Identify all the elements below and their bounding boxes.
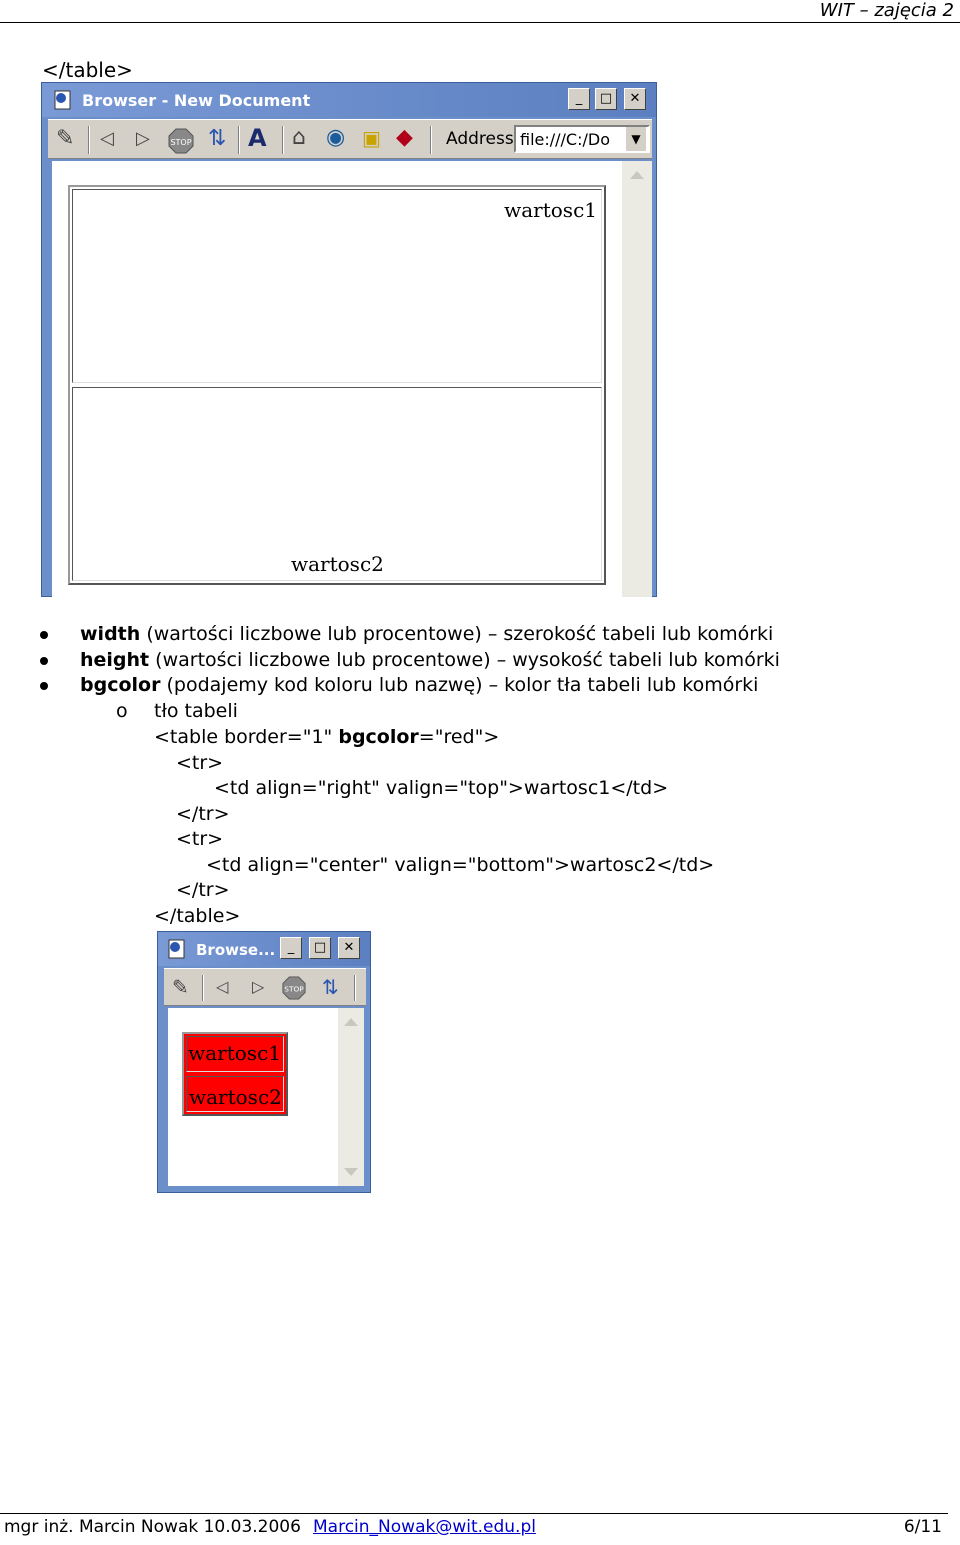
- bullet-text: (wartości liczbowe lub procentowe) – wysokość tabeli lub komórki: [149, 648, 780, 671]
- red-table: [182, 1032, 288, 1116]
- bullet-text: (podajemy kod koloru lub nazwę) – kolor tła tabeli lub komórki: [160, 674, 759, 697]
- code-line-3: <td align="right" valign="top">wartosc1</td>: [214, 777, 669, 799]
- keyword-height: height: [80, 648, 150, 671]
- refresh-icon[interactable]: ⇅: [208, 126, 227, 151]
- scroll-down-arrow-icon[interactable]: [344, 1168, 358, 1176]
- forward-icon[interactable]: ▷: [252, 977, 265, 996]
- table-cell-1: [72, 189, 602, 383]
- cell-text-wartosc2: wartosc2: [291, 552, 384, 576]
- toolbar-separator: [88, 126, 90, 154]
- toolbar-separator: [202, 975, 204, 1001]
- globe-search-icon[interactable]: ◉: [326, 125, 346, 150]
- footer-author: mgr inż. Marcin Nowak 10.03.2006: [4, 1517, 301, 1537]
- vertical-scrollbar[interactable]: [338, 1008, 364, 1186]
- header-rule: [0, 22, 960, 23]
- minimize-button[interactable]: _: [280, 937, 302, 959]
- svg-text:STOP: STOP: [170, 138, 192, 147]
- sub-bullet-marker: o: [116, 700, 128, 722]
- sub-bullet-text: tło tabeli: [154, 700, 238, 722]
- history-book-icon[interactable]: ◆: [396, 125, 413, 150]
- vertical-scrollbar[interactable]: [622, 161, 652, 597]
- back-icon[interactable]: ◁: [216, 977, 229, 996]
- cell-text-wartosc1: wartosc1: [188, 1041, 281, 1065]
- browser-viewport: [168, 1008, 338, 1186]
- code-closing-table: </table>: [42, 58, 133, 82]
- svg-text:STOP: STOP: [284, 984, 304, 994]
- code-line-4: </tr>: [176, 803, 230, 825]
- stop-icon[interactable]: [168, 128, 194, 154]
- red-cell-1: [186, 1036, 284, 1072]
- code-line-5: <tr>: [176, 828, 224, 850]
- footer-page-number: 6/11: [903, 1517, 942, 1537]
- browser-title: Browse...: [196, 941, 276, 959]
- browser-window-large: [41, 82, 657, 597]
- edit-pencil-icon[interactable]: ✎: [172, 975, 189, 999]
- keyword-width: width: [80, 623, 141, 645]
- favorites-folder-icon[interactable]: ▣: [362, 126, 381, 150]
- code-line-2: <tr>: [176, 752, 224, 774]
- back-icon[interactable]: ◁: [100, 128, 114, 149]
- browser-toolbar: [164, 968, 366, 1006]
- scroll-up-arrow-icon[interactable]: [344, 1018, 358, 1026]
- home-icon[interactable]: ⌂: [292, 125, 306, 150]
- chevron-down-icon[interactable]: ▼: [626, 127, 646, 151]
- maximize-button[interactable]: □: [309, 937, 331, 959]
- code-line-8: </table>: [154, 905, 241, 927]
- edit-pencil-icon[interactable]: ✎: [56, 126, 75, 151]
- toolbar-separator: [238, 126, 240, 154]
- browser-titlebar: [42, 83, 656, 117]
- browser-window-small: [157, 931, 371, 1193]
- browser-titlebar: [158, 932, 370, 966]
- forward-icon[interactable]: ▷: [136, 128, 150, 149]
- address-value: file:///C:/Do: [520, 130, 610, 149]
- footer-rule: [0, 1513, 948, 1514]
- font-size-icon[interactable]: A: [248, 124, 267, 152]
- bullet-dot: [40, 682, 48, 690]
- demo-table: [68, 185, 606, 585]
- cell-text-wartosc2: wartosc2: [189, 1085, 282, 1109]
- toolbar-separator: [282, 126, 284, 154]
- code-line-1: <table border="1" bgcolor="red">: [154, 726, 500, 748]
- bullet-text: (wartości liczbowe lub procentowe) – szerokość tabeli lub komórki: [140, 623, 774, 645]
- minimize-button[interactable]: _: [568, 88, 590, 110]
- red-cell-2: [186, 1076, 284, 1112]
- keyword-bgcolor: bgcolor: [80, 674, 161, 697]
- close-button[interactable]: ✕: [624, 88, 646, 110]
- table-cell-2: [72, 387, 602, 581]
- cell-text-wartosc1: wartosc1: [504, 198, 597, 222]
- browser-viewport: [52, 161, 622, 597]
- address-input[interactable]: [514, 125, 650, 153]
- document-icon: [52, 89, 74, 111]
- maximize-button[interactable]: □: [595, 88, 617, 110]
- browser-toolbar: [48, 119, 652, 159]
- toolbar-separator: [354, 975, 356, 1001]
- scroll-up-arrow-icon[interactable]: [630, 171, 644, 179]
- footer-email-link[interactable]: Marcin_Nowak@wit.edu.pl: [313, 1517, 536, 1537]
- bullet-dot: [40, 631, 48, 639]
- code-line-7: </tr>: [176, 879, 230, 901]
- address-label: Address: [446, 129, 514, 149]
- close-button[interactable]: ✕: [338, 937, 360, 959]
- refresh-icon[interactable]: ⇅: [322, 975, 339, 999]
- browser-title: Browser - New Document: [82, 91, 311, 110]
- document-icon: [166, 938, 188, 960]
- code-line-6: <td align="center" valign="bottom">wartosc2</td>: [206, 854, 715, 876]
- toolbar-separator: [430, 126, 432, 154]
- stop-icon[interactable]: [282, 976, 306, 1000]
- page-header-title: WIT – zajęcia 2: [819, 0, 954, 21]
- bullet-dot: [40, 657, 48, 665]
